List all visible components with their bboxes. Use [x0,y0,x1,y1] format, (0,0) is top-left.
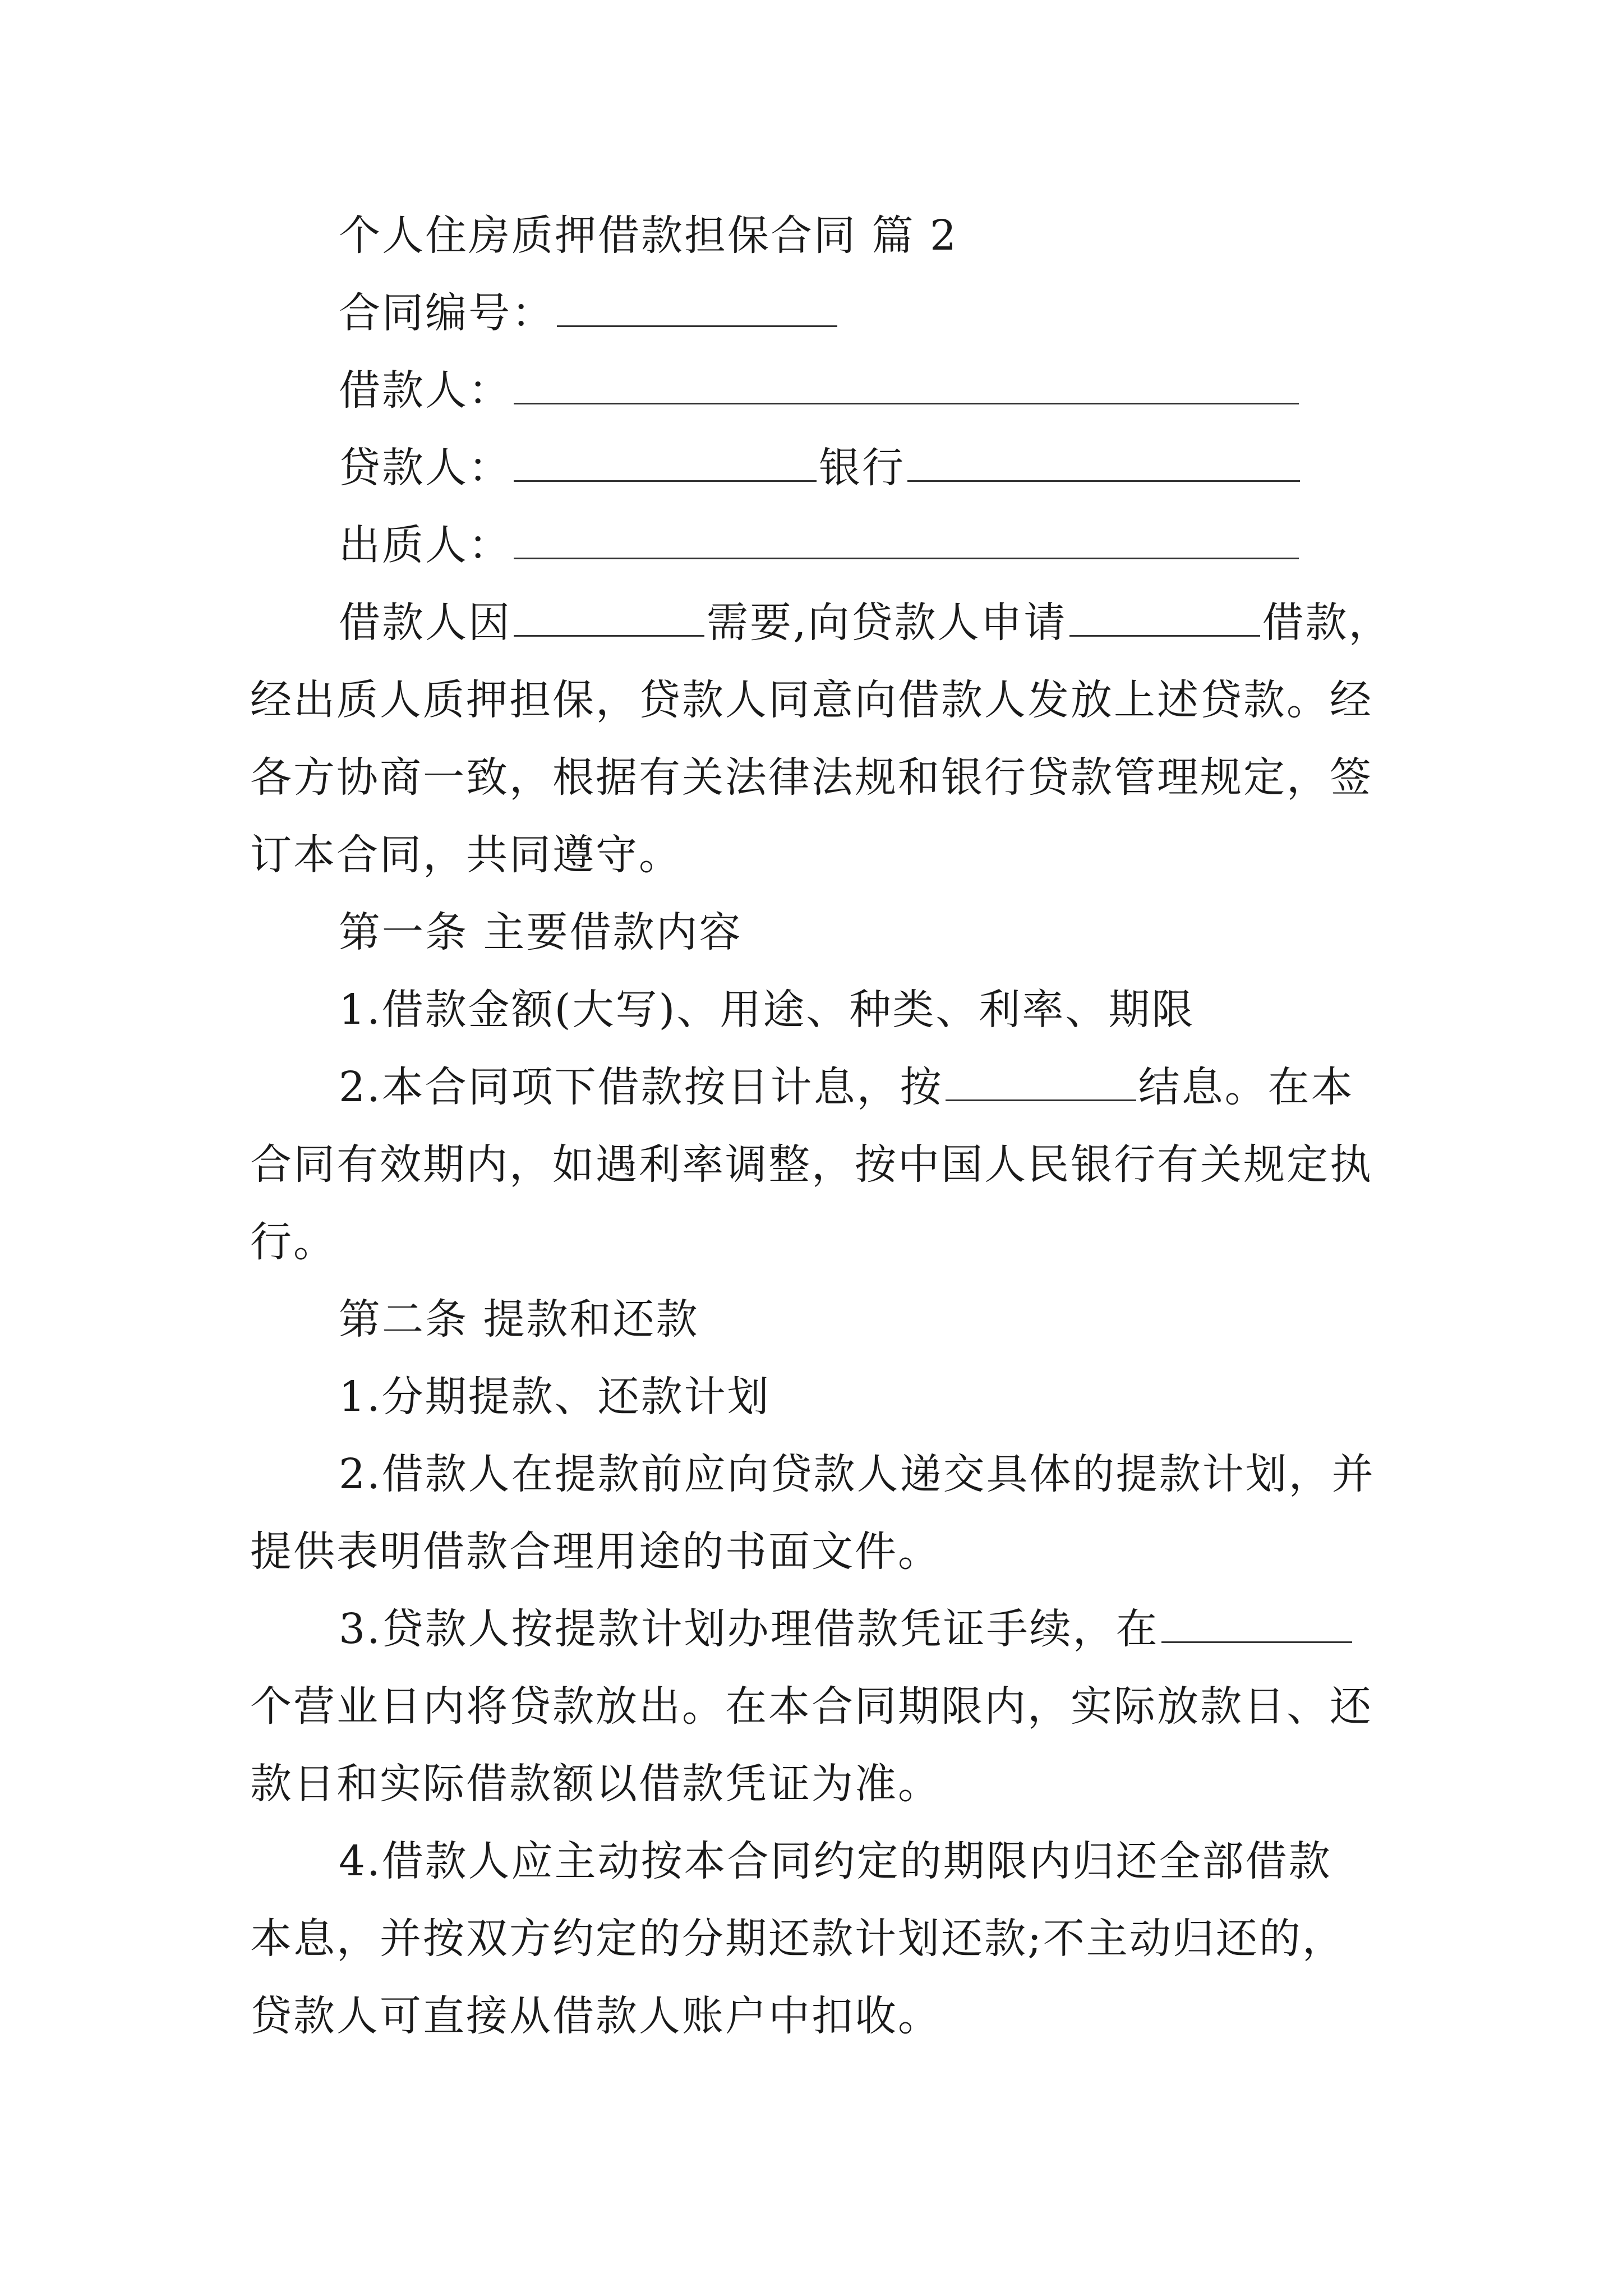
article-1-item-2-line-3: 行。 [250,1218,336,1266]
article-2-heading: 第二条 提款和还款 [339,1295,699,1343]
article-1-item-1: 1.借款金额(大写)、用途、种类、利率、期限 [339,986,1195,1034]
lender-bank-blank [907,443,1300,482]
article-2-item-4-line-3: 贷款人可直接从借款人账户中扣收。 [250,1992,941,2040]
article-2-item-3-line-3: 款日和实际借款额以借款凭证为准。 [250,1760,941,1808]
article-2-item-3-line-2: 个营业日内将贷款放出。在本合同期限内，实际放款日、还 [250,1682,1373,1731]
article-2-item-2-line-1: 2.借款人在提款前应向贷款人递交具体的提款计划，并 [339,1450,1375,1498]
article-2-item-4-line-2: 本息，并按双方约定的分期还款计划还款;不主动归还的， [250,1915,1345,1963]
article-1-item-2-line-2: 合同有效期内，如遇利率调整，按中国人民银行有关规定执 [250,1140,1373,1189]
contract-number-blank [557,288,837,327]
pledgor-blank [514,521,1299,559]
article-1-item-2-line-1: 2.本合同项下借款按日计息，按 结息。在本 [339,1063,1354,1111]
document-title: 个人住房质押借款担保合同 篇 2 [339,211,958,260]
article-2-item-2-line-2: 提供表明借款合理用途的书面文件。 [250,1527,941,1576]
pledgor-line: 出质人： [339,517,1301,573]
business-days-blank [1161,1604,1352,1643]
lender-line: 贷款人： 银行 [339,440,1302,496]
interest-period-blank [946,1062,1136,1101]
intro-line-4: 订本合同，共同遵守。 [250,831,682,879]
borrower-line: 借款人： [339,362,1301,418]
lender-blank [514,443,817,482]
intro-line-2: 经出质人质押担保，贷款人同意向借款人发放上述贷款。经 [250,676,1373,724]
article-2-item-4-line-1: 4.借款人应主动按本合同约定的期限内归还全部借款 [339,1837,1332,1885]
amount-blank [1069,598,1260,637]
intro-line-3: 各方协商一致，根据有关法律法规和银行贷款管理规定，签 [250,753,1373,802]
borrower-blank [514,366,1299,404]
contract-number-line: 合同编号： [339,285,840,341]
purpose-blank [514,598,704,637]
intro-line-1: 借款人因 需要,向贷款人申请 借款， [339,599,1392,647]
article-2-item-3-line-1: 3.贷款人按提款计划办理借款凭证手续，在 [339,1601,1354,1657]
article-1-heading: 第一条 主要借款内容 [339,908,743,956]
article-2-item-1: 1.分期提款、还款计划 [339,1373,771,1421]
